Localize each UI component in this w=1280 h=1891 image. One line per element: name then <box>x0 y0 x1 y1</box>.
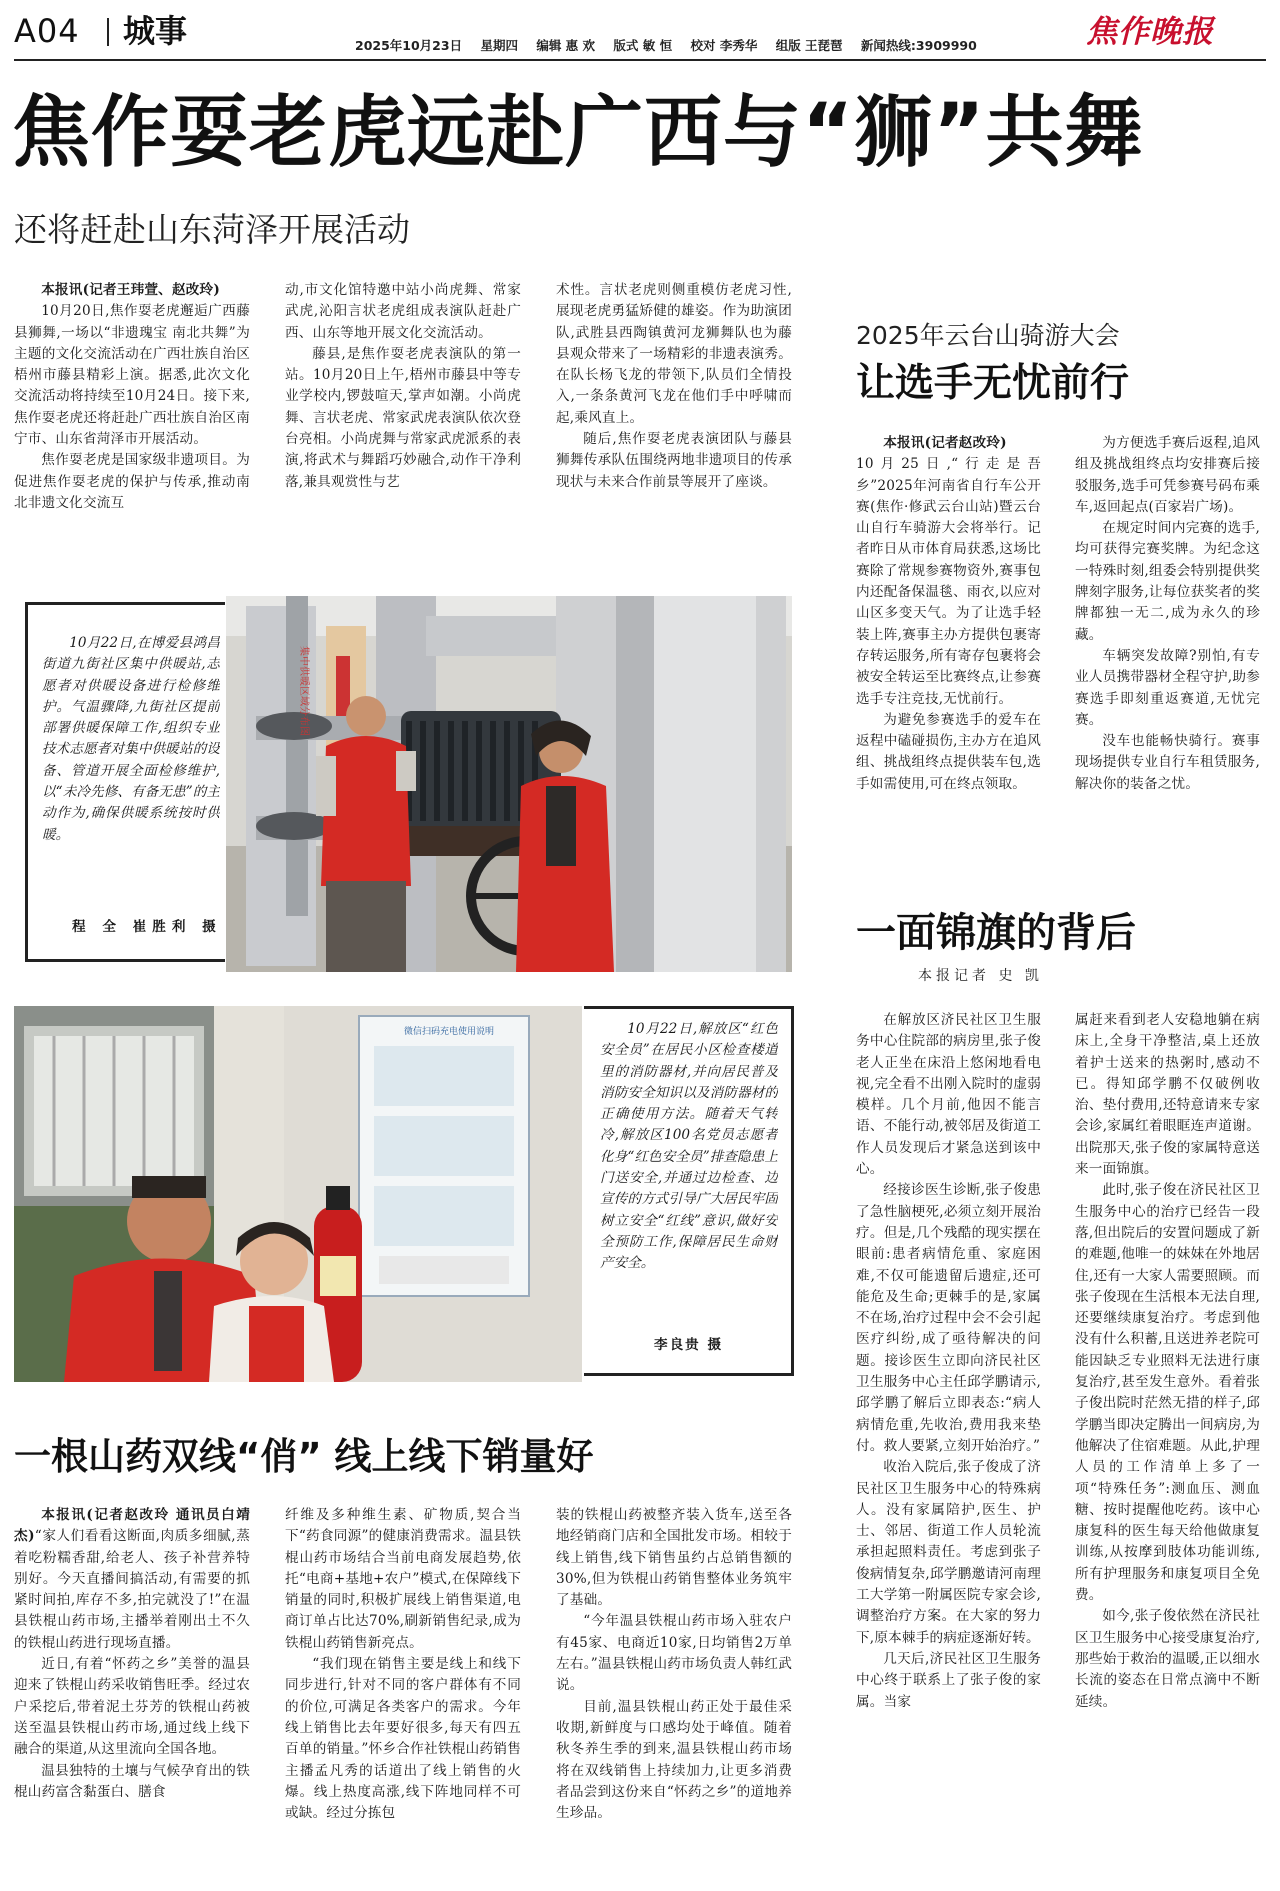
banner-paragraph: 此时,张子俊在济民社区卫生服务中心的治疗已经告一段落,但出院后的安置问题成了新的难题,他唯一的妹妹在外地居住,还有一大家人需要照顾。而张子俊现在生活根本无法自理,还要继续康复治疗。考虑到他没有什么积蓄,且送进养老院可能因缺乏专业照料无法进行康复治疗,甚至发生意外。看着张子俊出院时茫然无措的样子,邱学鹏当即决定腾出一间病房,为他解决了住宿难题。从此,护理人员的工作清单上多了一项“特殊任务”:测血压、测血糖、按时提醒他吃药。该中心康复科的医生每天给他做康复训练,从按摩到肢体功能训练,所有护理服务和康复项目全免费。 <box>1075 1182 1260 1604</box>
bike-headline: 让选手无忧前行 <box>856 361 1130 406</box>
photo1-caption-box <box>25 602 225 962</box>
bike-paragraph: 车辆突发故障?别怕,有专业人员携带器材全程守护,助参赛选手即刻重返赛道,无忧完赛。 <box>1075 647 1260 728</box>
yam-byline: 本报讯(记者赵改玲 通讯员白靖杰) <box>14 1507 250 1545</box>
lead-subhead: 还将赶赴山东菏泽开展活动 <box>14 210 410 249</box>
bike-paragraph: 10月25日,“行走是吾乡”2025年河南省自行车公开赛(焦作·修武云台山站)暨云台山自行车骑游大会将举行。记者昨日从市体育局获悉,这场比赛除了常规参赛物资外,赛事包内还配备保温毯、雨衣,以应对山区多变天气。为了让选手轻装上阵,赛事主办方提供包裹寄存转运服务,所有寄存包裹将会被安全转运至比赛终点,让参赛选手专注竞技,无忧前行。 <box>856 456 1041 707</box>
yam-paragraph: 温县独特的土壤与气候孕育出的铁棍山药富含黏蛋白、膳食 <box>14 1762 250 1800</box>
yam-paragraph: 纤维及多种维生素、矿物质,契合当下“药食同源”的健康消费需求。温县铁棍山药市场结合当前电商发展趋势,依托“电商+基地+农户”模式,在保障线下销量的同时,积极扩展线上销售渠道,电商订单占比达70%,刷新销售纪录,成为铁棍山药销售新亮点。 <box>285 1507 521 1651</box>
news-hotline: 新闻热线:3909990 <box>860 38 977 53</box>
header-bottom-rule <box>14 59 1266 61</box>
photo2-caption: 10月22日,解放区“红色安全员”在居民小区检查楼道里的消防器材,并向居民普及消防安全知识以及消防器材的正确使用方法。随着天气转冷,解放区100名党员志愿者化身“红色安全员”排查隐患上门送安全,并通过边检查、边宣传的方式引导广大居民牢固树立安全“红线”意识,做好安全预防工作,保障居民生命财产安全。 <box>600 1021 778 1272</box>
header-divider <box>107 18 109 46</box>
issue-weekday: 星期四 <box>480 38 518 53</box>
photo2-credit: 李良贵 摄 <box>654 1337 724 1353</box>
banner-column-2 <box>1075 1010 1260 1882</box>
lead-column-1 <box>14 280 250 540</box>
bike-paragraph: 没车也能畅快骑行。赛事现场提供专业自行车租赁服务,解决你的装备之忧。 <box>1075 733 1260 792</box>
page-number: A04 <box>14 12 80 50</box>
banner-paragraph: 在解放区济民社区卫生服务中心住院部的病房里,张子俊老人正坐在床沿上悠闲地看电视,完全看不出刚入院时的虚弱模样。几个月前,他因不能言语、不能行动,被邻居及街道工作人员发现后才紧急送到该中心。 <box>856 1012 1041 1178</box>
yam-column-3 <box>556 1505 792 1881</box>
bike-kicker: 2025年云台山骑游大会 <box>856 321 1120 350</box>
header-meta <box>355 38 977 54</box>
banner-paragraph: 属赶来看到老人安稳地躺在病床上,全身干净整洁,桌上还放着护士送来的热粥时,感动不已。得知邱学鹏不仅破例收治、垫付费用,还特意请来专家会诊,家属红着眼眶连声道谢。出院那天,张子俊的家属特意送来一面锦旗。 <box>1075 1012 1260 1178</box>
lead-paragraph: 10月20日,焦作耍老虎邂逅广西藤县狮舞,一场以“非遗瑰宝 南北共舞”为主题的文化交流活动在广西壮族自治区梧州市藤县精彩上演。据悉,此次文化交流活动将持续至10月24日。接下来,焦作耍老虎还将赶赴广西壮族自治区南宁市、山东省菏泽市开展活动。 <box>14 303 250 448</box>
bike-paragraph: 为避免参赛选手的爱车在返程中磕碰损伤,主办方在追风组、挑战组终点提供装车包,选手如需使用,可在终点领取。 <box>856 711 1041 792</box>
yam-paragraph: “家人们看看这断面,肉质多细腻,蒸着吃粉糯香甜,给老人、孩子补营养特别好。今天直播间搞活动,有需要的抓紧时间拍,库存不多,拍完就没了!”在温县铁棍山药市场,主播举着刚出土不久的铁棍山药进行现场直播。 <box>14 1528 250 1651</box>
compose-credit: 组版 王琵琶 <box>775 38 843 53</box>
yam-column-1 <box>14 1505 250 1881</box>
issue-date: 2025年10月23日 <box>355 38 463 53</box>
photo1-caption: 10月22日,在博爱县鸿昌街道九街社区集中供暖站,志愿者对供暖设备进行检修维护。气温骤降,九街社区提前部署供暖保障工作,组织专业技术志愿者对集中供暖站的设备、管道开展全面检修维护,以“未冷先修、有备无患”的主动作为,确保供暖系统按时供暖。 <box>42 635 220 843</box>
lead-paragraph: 藤县,是焦作耍老虎表演队的第一站。10月20日上午,梧州市藤县中等专业学校内,锣鼓喧天,掌声如潮。小尚虎舞、言状老虎、常家武虎表演队依次登台亮相。小尚虎舞与常家武虎派系的表演,将武术与舞蹈巧妙融合,动作干净利落,兼具观赏性与艺 <box>285 345 521 490</box>
poster-title: 微信扫码充电使用说明 <box>404 1027 495 1037</box>
yam-headline: 一根山药双线“俏” 线上线下销量好 <box>14 1435 594 1478</box>
bike-byline: 本报讯(记者赵改玲) <box>883 435 1007 451</box>
photo2-fire-safety <box>14 1006 582 1382</box>
lead-paragraph: 随后,焦作耍老虎表演团队与藤县狮舞传承队伍围绕两地非遗项目的传承现状与未来合作前景等展开了座谈。 <box>556 431 792 490</box>
lead-byline: 本报讯(记者王玮萱、赵改玲) <box>41 282 220 298</box>
masthead-logo: 焦作晚报 <box>1086 14 1214 50</box>
yam-paragraph: “今年温县铁棍山药市场入驻农户有45家、电商近10家,日均销售2万单左右。”温县铁棍山药市场负责人韩红武说。 <box>556 1613 792 1694</box>
yam-paragraph: 目前,温县铁棍山药正处于最佳采收期,新鲜度与口感均处于峰值。随着秋冬养生季的到来,温县铁棍山药市场将在双线销售上持续加力,让更多消费者品尝到这份来自“怀药之乡”的道地养生珍品。 <box>556 1698 792 1822</box>
lead-paragraph: 焦作耍老虎是国家级非遗项目。为促进焦作耍老虎的保护与传承,推动南北非遗文化交流互 <box>14 452 250 511</box>
svg-text:集中供暖区域分布图: 集中供暖区域分布图 <box>298 646 309 736</box>
lead-column-3 <box>556 280 792 540</box>
editor-credit: 编辑 惠 欢 <box>536 38 596 53</box>
section-name: 城事 <box>123 12 188 50</box>
bike-paragraph: 在规定时间内完赛的选手,均可获得完赛奖牌。为纪念这一特殊时刻,组委会特别提供奖牌刻字服务,让每位获奖者的奖牌都独一无二,成为永久的珍藏。 <box>1075 520 1260 643</box>
yam-paragraph: “我们现在销售主要是线上和线下同步进行,针对不同的客户群体有不同的价位,可满足各类客户的需求。今年线上销售比去年要好很多,每天有四五百单的销量。”怀乡合作社铁棍山药销售主播孟凡秀的话道出了线上销售的火爆。线上热度高涨,线下阵地同样不可或缺。经过分拣包 <box>285 1656 521 1822</box>
bike-column-2 <box>1075 433 1260 863</box>
photo1-image <box>226 596 792 972</box>
page-header <box>0 0 1280 62</box>
lead-headline: 焦作耍老虎远赴广西与“狮”共舞 <box>12 88 1144 178</box>
lead-paragraph: 术性。言状老虎则侧重模仿老虎习性,展现老虎勇猛矫健的雄姿。作为助演团队,武胜县西陶镇黄河龙狮舞队也为藤县观众带来了一场精彩的非遗表演秀。在队长杨飞龙的带领下,队员们全情投入,一条条黄河飞龙在他们手中呼啸而起,乘风直上。 <box>556 282 792 426</box>
banner-headline: 一面锦旗的背后 <box>856 910 1136 956</box>
bike-column-1 <box>856 433 1041 863</box>
banner-paragraph: 几天后,济民社区卫生服务中心终于联系上了张子俊的家属。当家 <box>856 1650 1041 1710</box>
banner-column-1 <box>856 1010 1041 1882</box>
yam-column-2 <box>285 1505 521 1881</box>
banner-paragraph: 收治入院后,张子俊成了济民社区卫生服务中心的特殊病人。没有家属陪护,医生、护士、邻居、街道工作人员轮流承担起照料责任。考虑到张子俊病情复杂,邱学鹏邀请河南理工大学第一附属医院专家会诊,调整治疗方案。在大家的努力下,原本棘手的病症逐渐好转。 <box>856 1459 1041 1646</box>
proofread-credit: 校对 李秀华 <box>690 38 758 53</box>
lead-paragraph: 动,市文化馆特邀中站小尚虎舞、常家武虎,沁阳言状老虎组成表演队赶赴广西、山东等地开展文化交流活动。 <box>285 282 521 341</box>
lead-column-2 <box>285 280 521 540</box>
yam-paragraph: 装的铁棍山药被整齐装入货车,送至各地经销商门店和全国批发市场。相较于线上销售,线下销售虽约占总销售额的30%,但为铁棍山药销售整体业务筑牢了基础。 <box>556 1507 792 1609</box>
photo1-credit: 程 全 崔胜利 摄 <box>72 919 222 935</box>
photo1-heating-station <box>226 596 792 972</box>
banner-paragraph: 如今,张子俊依然在济民社区卫生服务中心接受康复治疗,那些始于救治的温暖,正以细水长流的姿态在日常点滴中不断延续。 <box>1075 1608 1260 1710</box>
banner-byline: 本报记者 史 凯 <box>918 968 1043 984</box>
layout-credit: 版式 敏 恒 <box>613 38 673 53</box>
yam-paragraph: 近日,有着“怀药之乡”美誉的温县迎来了铁棍山药采收销售旺季。经过农户采挖后,带着泥土芬芳的铁棍山药被送至温县铁棍山药市场,通过线上线下融合的渠道,从这里流向全国各地。 <box>14 1656 250 1758</box>
photo2-image <box>14 1006 582 1382</box>
banner-paragraph: 经接诊医生诊断,张子俊患了急性脑梗死,必须立刻开展治疗。但是,几个残酷的现实摆在眼前:患者病情危重、家庭困难,不仅可能遗留后遗症,还可能危及生命;更棘手的是,家属不在场,治疗过程中会不会引起医疗纠纷,成了亟待解决的问题。接诊医生立即向济民社区卫生服务中心主任邱学鹏请示,邱学鹏了解后立即表态:“病人病情危重,先收治,费用我来垫付。救人要紧,立刻开始治疗。” <box>856 1182 1041 1454</box>
photo2-caption-box <box>584 1006 794 1376</box>
bike-paragraph: 为方便选手赛后返程,追风组及挑战组终点均安排赛后接驳服务,选手可凭参赛号码布乘车,返回起点(百家岩广场)。 <box>1075 435 1260 515</box>
